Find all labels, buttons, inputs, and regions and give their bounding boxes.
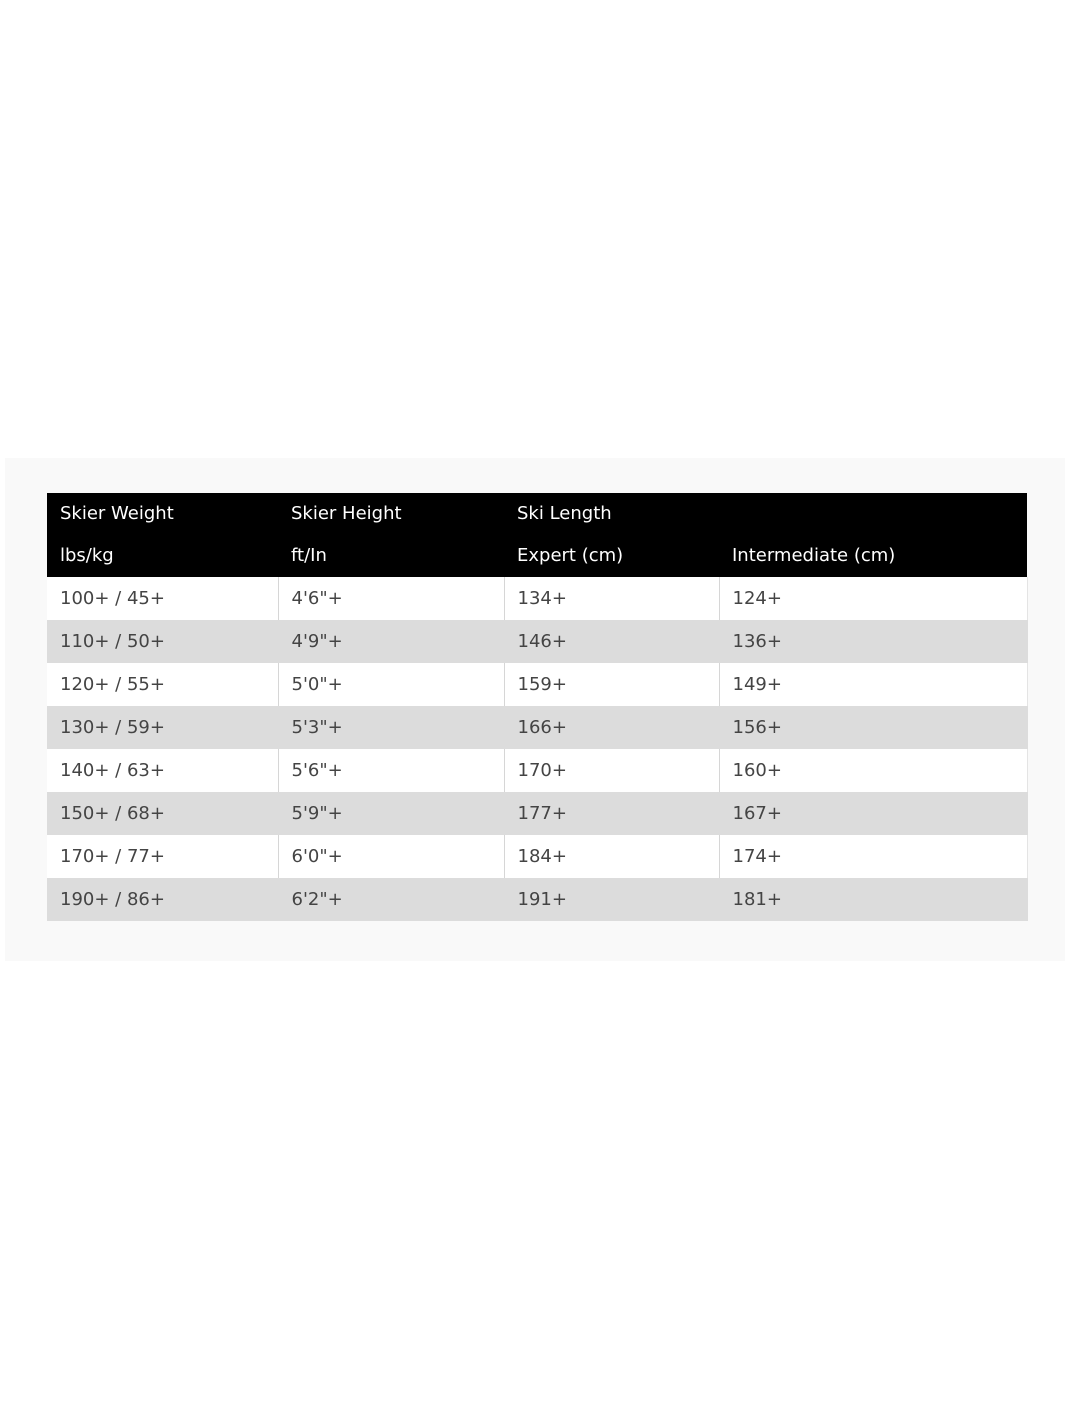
header-row-units — [47, 535, 1027, 577]
header-intermediate-cm: Intermediate (cm) — [719, 535, 1027, 577]
cell-weight: 150+ / 68+ — [47, 792, 278, 835]
cell-expert-length: 166+ — [504, 706, 719, 749]
ski-size-chart-table — [47, 493, 1028, 921]
cell-intermediate-length: 181+ — [719, 878, 1027, 921]
cell-weight: 120+ / 55+ — [47, 663, 278, 706]
cell-expert-length: 170+ — [504, 749, 719, 792]
cell-height: 5'6"+ — [278, 749, 504, 792]
table-row — [47, 577, 1027, 620]
header-skier-height: Skier Height — [278, 493, 504, 535]
cell-weight: 110+ / 50+ — [47, 620, 278, 663]
table-body — [47, 577, 1027, 921]
cell-expert-length: 159+ — [504, 663, 719, 706]
header-ski-length: Ski Length — [504, 493, 719, 535]
cell-weight: 100+ / 45+ — [47, 577, 278, 620]
table-row — [47, 878, 1027, 921]
cell-expert-length: 184+ — [504, 835, 719, 878]
cell-height: 5'3"+ — [278, 706, 504, 749]
header-row-primary — [47, 493, 1027, 535]
cell-expert-length: 134+ — [504, 577, 719, 620]
header-expert-cm: Expert (cm) — [504, 535, 719, 577]
table-row — [47, 749, 1027, 792]
table-row — [47, 835, 1027, 878]
cell-intermediate-length: 156+ — [719, 706, 1027, 749]
cell-intermediate-length: 174+ — [719, 835, 1027, 878]
cell-height: 6'0"+ — [278, 835, 504, 878]
cell-intermediate-length: 160+ — [719, 749, 1027, 792]
cell-weight: 190+ / 86+ — [47, 878, 278, 921]
cell-intermediate-length: 124+ — [719, 577, 1027, 620]
table-row — [47, 620, 1027, 663]
cell-height: 5'9"+ — [278, 792, 504, 835]
cell-intermediate-length: 149+ — [719, 663, 1027, 706]
cell-weight: 130+ / 59+ — [47, 706, 278, 749]
cell-height: 6'2"+ — [278, 878, 504, 921]
cell-intermediate-length: 136+ — [719, 620, 1027, 663]
cell-height: 4'6"+ — [278, 577, 504, 620]
header-skier-weight: Skier Weight — [47, 493, 278, 535]
cell-weight: 170+ / 77+ — [47, 835, 278, 878]
table-row — [47, 792, 1027, 835]
cell-height: 5'0"+ — [278, 663, 504, 706]
cell-expert-length: 146+ — [504, 620, 719, 663]
cell-expert-length: 177+ — [504, 792, 719, 835]
header-unit-lbs-kg: lbs/kg — [47, 535, 278, 577]
table-row — [47, 706, 1027, 749]
cell-height: 4'9"+ — [278, 620, 504, 663]
header-empty — [719, 493, 1027, 535]
cell-intermediate-length: 167+ — [719, 792, 1027, 835]
header-unit-ft-in: ft/In — [278, 535, 504, 577]
table-row — [47, 663, 1027, 706]
cell-expert-length: 191+ — [504, 878, 719, 921]
table-header — [47, 493, 1027, 577]
cell-weight: 140+ / 63+ — [47, 749, 278, 792]
